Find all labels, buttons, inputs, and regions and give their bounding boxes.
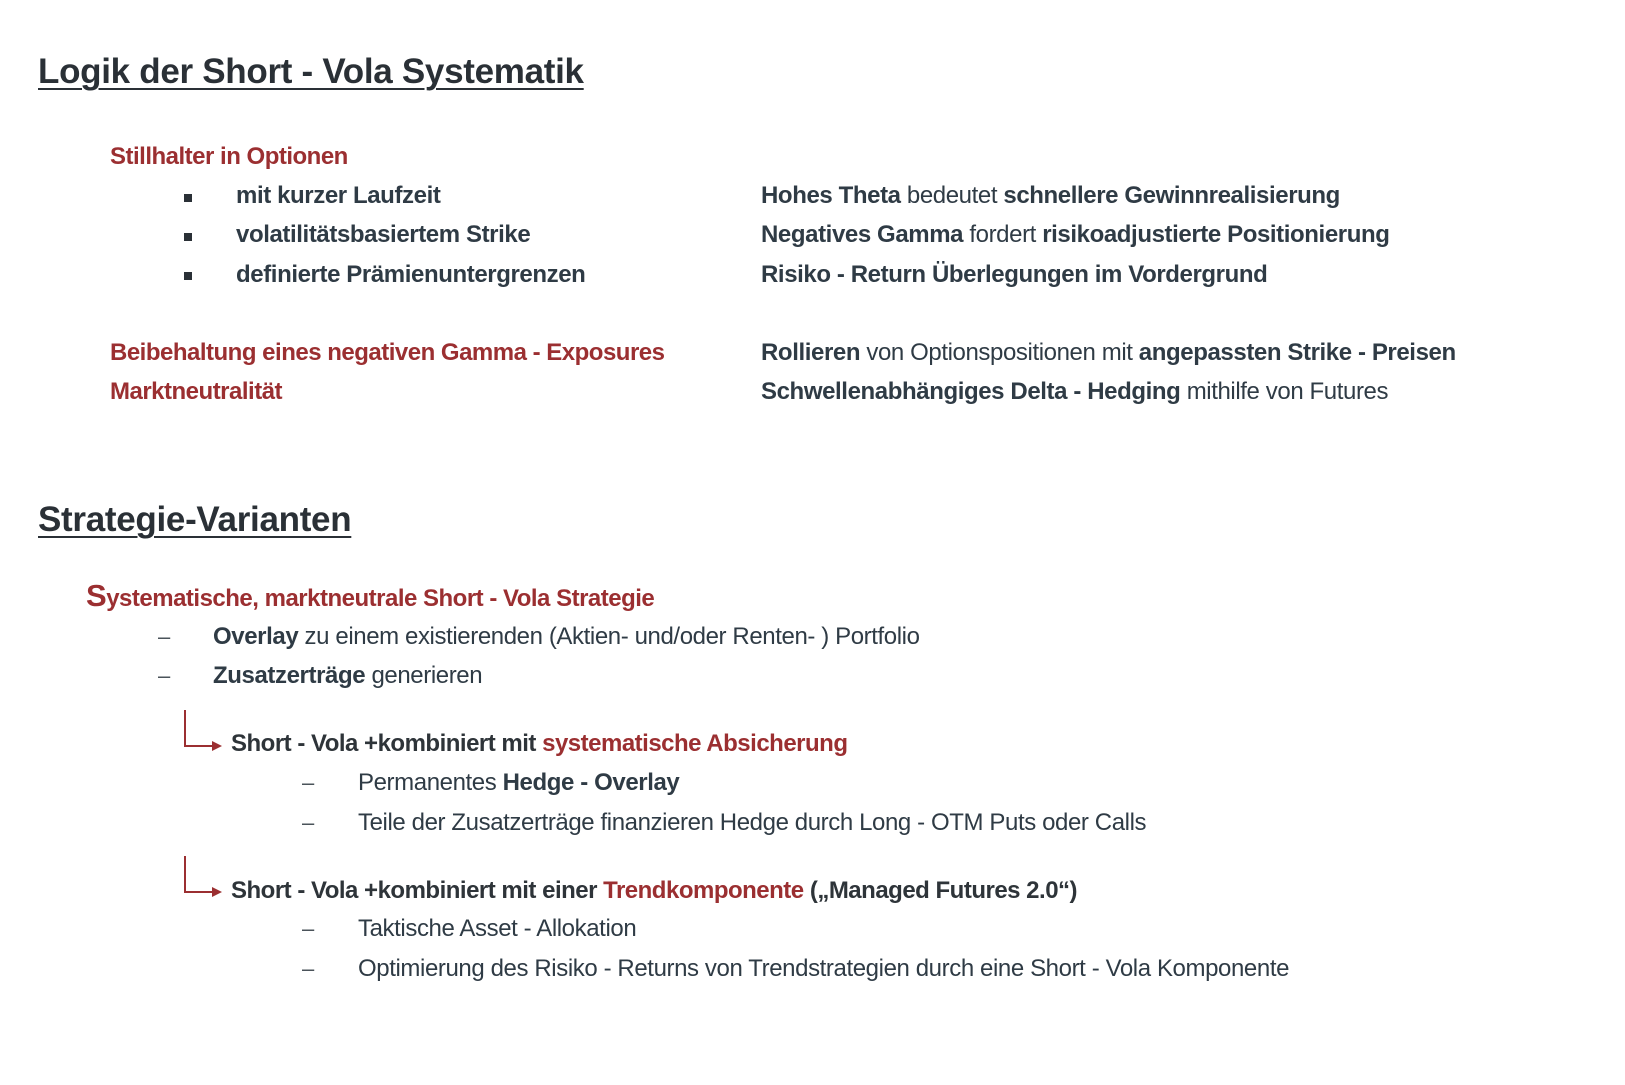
elbow-arrow-icon [180,854,224,898]
bullet-item-3: definierte Prämienuntergrenzen [236,261,586,288]
en-dash-icon: – [158,624,171,649]
square-bullet-icon [184,194,192,202]
point-zusatzertraege [213,662,482,690]
variant2-item-allocation: Taktische Asset - Allokation [358,915,637,942]
right-line-delta-hedging [761,378,1388,406]
right-line-theta [761,182,1340,210]
right-line-bold: risikoadjustierte Positionierung [1042,221,1390,248]
en-dash-icon: – [302,956,315,981]
square-bullet-icon [184,272,192,280]
en-dash-icon: – [302,810,315,835]
en-dash-icon: – [302,916,315,941]
square-bullet-icon [184,233,192,241]
elbow-arrow-icon [180,708,224,752]
point-bold: Zusatzerträge [213,662,366,689]
group-heading-marktneutral: Marktneutralität [110,378,283,405]
right-line-text: von Optionspositionen mit [860,339,1139,366]
variant-prefix: Short - Vola +kombiniert mit [231,730,543,757]
item-text: Permanentes [358,769,503,796]
right-line-bold: Negatives Gamma [761,221,964,248]
variant-highlight: Trendkomponente [603,877,804,904]
right-line-gamma [761,221,1390,249]
right-line-text: fordert [963,221,1043,248]
en-dash-icon: – [158,663,171,688]
right-line-bold: Hohes Theta [761,182,901,209]
variant1-item-financing: Teile der Zusatzerträge finanzieren Hedge durch Long - OTM Puts oder Calls [358,809,1147,836]
variant2-item-optimization: Optimierung des Risiko - Returns von Trendstrategien durch eine Short - Vola Komponente [358,955,1290,982]
right-line-bold: Schwellenabhängiges Delta - Hedging [761,378,1181,405]
variant-heading-absicherung [231,730,848,758]
variant1-item-hedge-overlay [358,769,679,797]
right-line-bold: schnellere Gewinnrealisierung [1003,182,1340,209]
right-line-text: bedeutet [900,182,1004,209]
bullet-item-1: mit kurzer Laufzeit [236,182,441,209]
right-line-text: mithilfe von Futures [1180,378,1389,405]
variant-highlight: systematische Absicherung [542,730,848,757]
bullet-item-2: volatilitätsbasiertem Strike [236,221,531,248]
point-overlay [213,623,920,651]
strategy-heading [86,578,654,614]
variant-suffix: („Managed Futures 2.0“) [803,877,1078,904]
section-title-logic: Logik der Short - Vola Systematik [38,52,584,91]
item-bold: Hedge - Overlay [502,769,680,796]
right-line-risk [761,261,1267,289]
right-line-bold: angepassten Strike - Preisen [1138,339,1456,366]
right-line-rollieren [761,339,1456,367]
strategy-heading-initial: S [86,578,107,613]
right-line-bold: Risiko - Return Überlegungen im Vordergrund [761,261,1268,288]
point-text: generieren [365,662,483,689]
point-bold: Overlay [213,623,299,650]
right-line-bold: Rollieren [761,339,861,366]
group-heading-stillhalter: Stillhalter in Optionen [110,143,348,170]
en-dash-icon: – [302,770,315,795]
group-heading-gamma-exposure: Beibehaltung eines negativen Gamma - Exposures [110,339,665,366]
point-text: zu einem existierenden (Aktien- und/oder Renten- ) Portfolio [298,623,920,650]
strategy-heading-rest: ystematische, marktneutrale Short - Vola Strategie [106,585,655,612]
section-title-variants: Strategie-Varianten [38,500,352,539]
variant-heading-trend [231,877,1077,905]
variant-prefix: Short - Vola +kombiniert mit einer [231,877,604,904]
